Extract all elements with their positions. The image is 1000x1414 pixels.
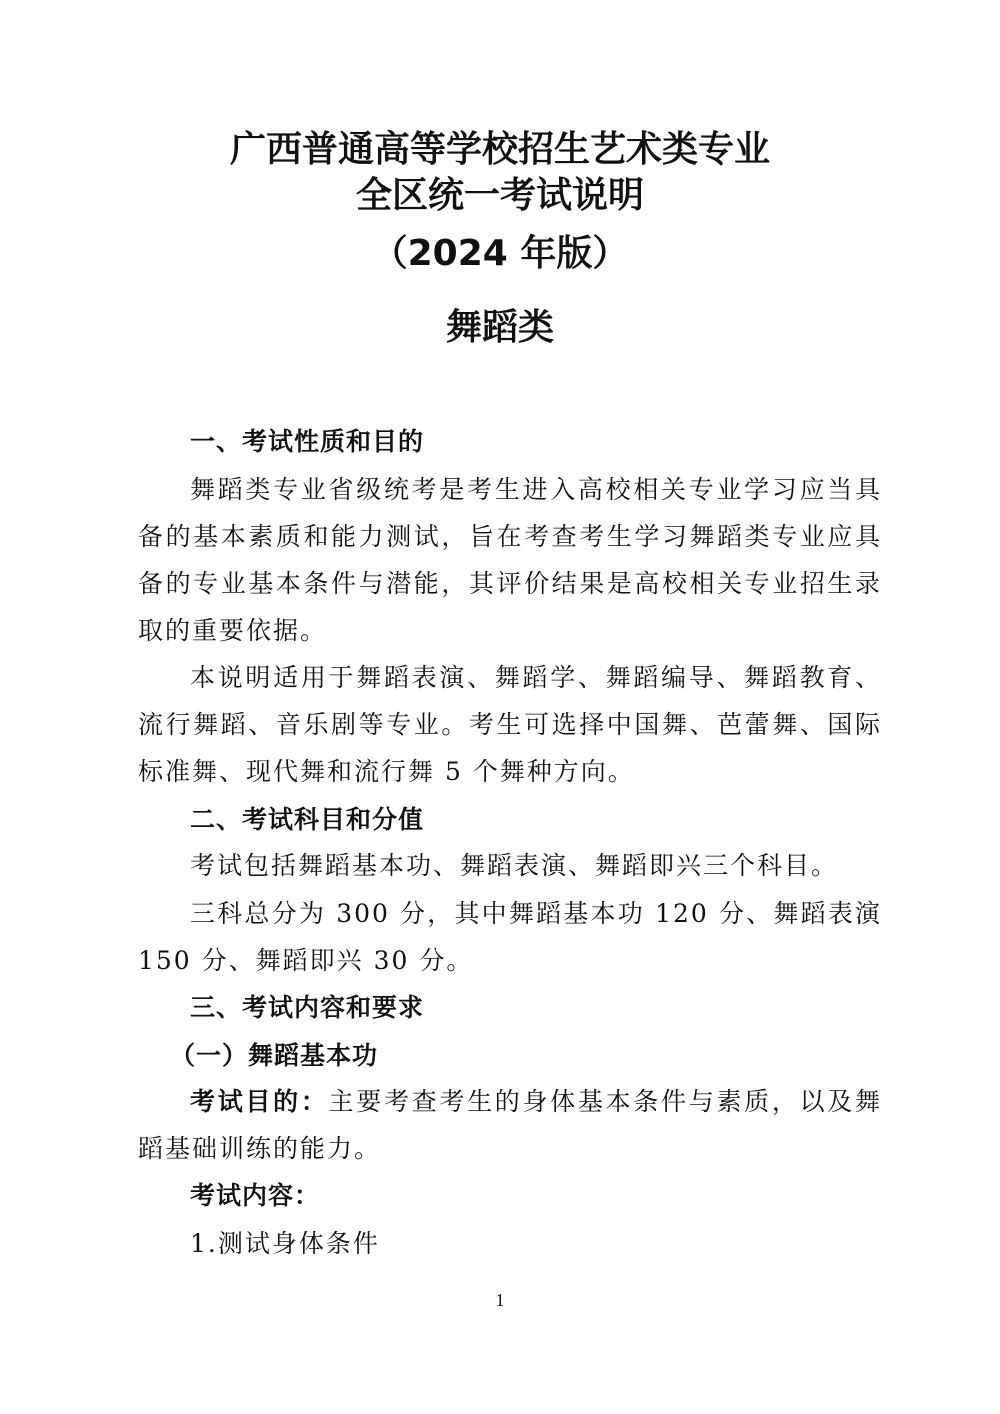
document-title-line2: 全区统一考试说明 — [355, 175, 644, 216]
section-1-paragraph-2: 本说明适用于舞蹈表演、舞蹈学、舞蹈编导、舞蹈教育、流行舞蹈、音乐剧等专业。考生可选择中国舞、芭蕾舞、国际标准舞、现代舞和流行舞 5 个舞种方向。 — [138, 663, 882, 786]
section-2-paragraph-1: 考试包括舞蹈基本功、舞蹈表演、舞蹈即兴三个科目。 — [190, 851, 839, 880]
document-category: 舞蹈类 — [445, 307, 554, 348]
document-title-line1: 广西普通高等学校招生艺术类专业 — [229, 129, 770, 170]
exam-content-label: 考试内容： — [190, 1181, 321, 1210]
document-edition: （2024 年版） — [371, 233, 629, 274]
exam-purpose-text: 主要考查考生的身体基本条件与素质，以及舞蹈基础训练的能力。 — [138, 1087, 882, 1163]
exam-purpose-paragraph — [138, 1078, 882, 1172]
section-2-heading: 二、考试科目和分值 — [190, 805, 425, 834]
section-1-paragraph-1: 舞蹈类专业省级统考是考生进入高校相关专业学习应当具备的基本素质和能力测试，旨在考查考生学习舞蹈类专业应具备的专业基本条件与潜能，其评价结果是高校相关专业招生录取的重要依据。 — [138, 475, 882, 645]
page-number: 1 — [495, 1290, 505, 1310]
content-item-1: 1.测试身体条件 — [190, 1229, 380, 1258]
exam-purpose-label: 考试目的： — [190, 1087, 329, 1116]
section-2-paragraph-2: 三科总分为 300 分，其中舞蹈基本功 120 分、舞蹈表演 150 分、舞蹈即兴 30 分。 — [138, 899, 882, 975]
section-1-heading: 一、考试性质和目的 — [190, 427, 425, 456]
subsection-1-heading: （一）舞蹈基本功 — [170, 1041, 379, 1070]
section-3-heading: 三、考试内容和要求 — [190, 993, 425, 1022]
